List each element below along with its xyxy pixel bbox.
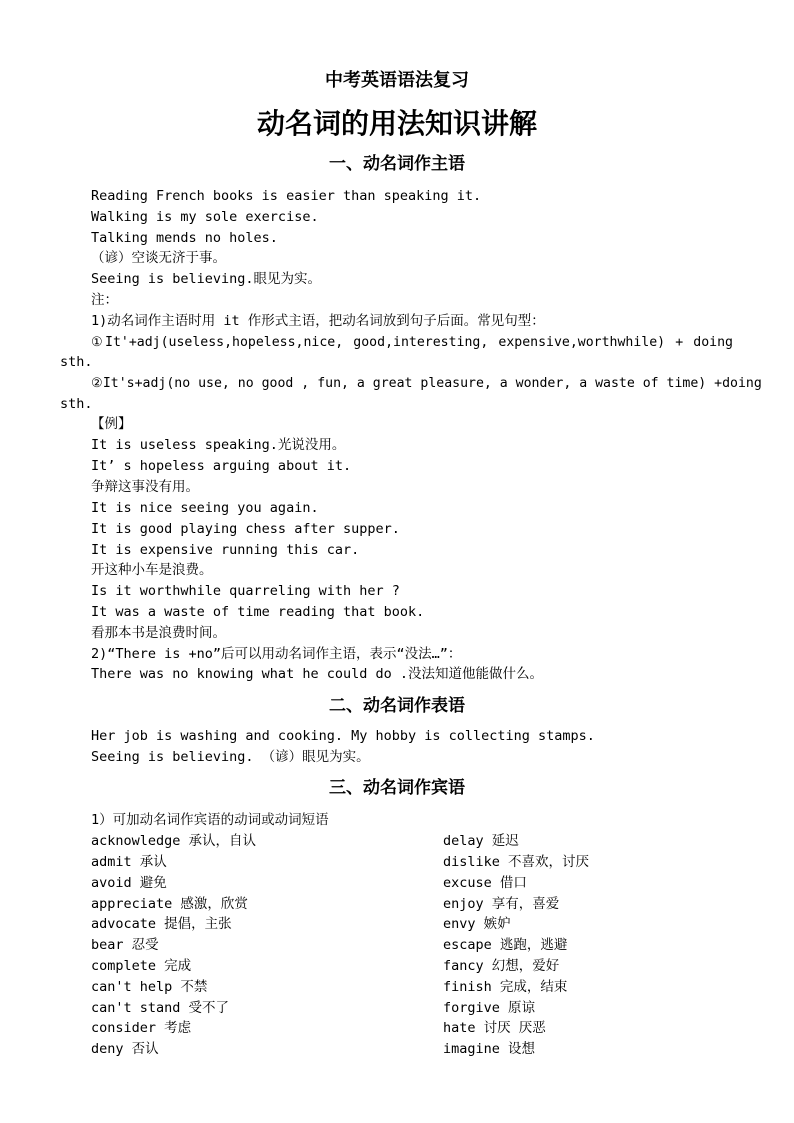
verb-list-item: fancy 幻想，爱好 [443,958,560,974]
section-intro: 1）可加动名词作宾语的动词或动词短语 [91,812,329,828]
example-line: Seeing is believing. （谚）眼见为实。 [91,749,370,765]
text-line: （谚）空谈无济于事。 [91,250,226,266]
document-main-title: 动名词的用法知识讲解 [256,107,537,140]
verb-list-item: forgive 原谅 [443,1000,536,1016]
verb-list-item: avoid 避免 [91,875,167,891]
verb-list-item: excuse 借口 [443,875,527,891]
example-line: It is good playing chess after supper. [91,521,400,537]
example-line: It is expensive running this car. [91,542,360,558]
text-line: Walking is my sole exercise. [91,209,319,225]
verb-list-item: delay 延迟 [443,833,519,849]
verb-list-item: acknowledge 承认，自认 [91,833,257,849]
section-heading-predicative: 二、动名词作表语 [329,696,465,716]
pattern-line: ①It'+adj(useless,hopeless,nice, good,interesting, expensive,worthwhile) + doing [91,335,733,350]
example-line: It was a waste of time reading that book. [91,604,425,620]
example-line: There was no knowing what he could do .没法知道他能做什么。 [91,666,543,682]
pattern-line: ②It's+adj(no use, no good , fun, a great pleasure, a wonder, a waste of time) +doing [91,376,762,391]
verb-list-item: finish 完成，结束 [443,979,568,995]
verb-list-item: enjoy 享有，喜爱 [443,896,560,912]
example-line: Her job is washing and cooking. My hobby is collecting stamps. [91,728,595,744]
example-line: 开这种小车是浪费。 [91,562,213,578]
section-heading-object: 三、动名词作宾语 [329,778,465,798]
verb-list-item: can't stand 受不了 [91,1000,230,1016]
pattern-line-continuation: sth. [60,396,93,412]
note-label: 注： [91,292,118,308]
example-line: Is it worthwhile quarreling with her ? [91,583,400,599]
text-line: Talking mends no holes. [91,230,278,246]
section-heading-subject: 一、动名词作主语 [329,154,465,174]
verb-list-item: can't help 不禁 [91,979,208,995]
verb-list-item: imagine 设想 [443,1041,536,1057]
example-line: It is useless speaking.光说没用。 [91,437,346,453]
verb-list-item: appreciate 感激，欣赏 [91,896,248,912]
verb-list-item: complete 完成 [91,958,192,974]
verb-list-item: advocate 提倡，主张 [91,916,232,932]
verb-list-item: envy 嫉妒 [443,916,511,932]
document-super-title: 中考英语语法复习 [325,70,469,91]
example-line: It is nice seeing you again. [91,500,319,516]
text-line: Reading French books is easier than speaking it. [91,188,482,204]
example-label: 【例】 [91,416,132,432]
text-line: Seeing is believing.眼见为实。 [91,271,322,287]
verb-list-item: deny 否认 [91,1041,159,1057]
text-line: 2)“There is +no”后可以用动名词作主语，表示“没法…”： [91,646,462,662]
verb-list-item: consider 考虑 [91,1020,192,1036]
verb-list-item: escape 逃跑，逃避 [443,937,568,953]
example-line: 看那本书是浪费时间。 [91,625,226,641]
verb-list-item: bear 忍受 [91,937,159,953]
verb-list-item: dislike 不喜欢，讨厌 [443,854,590,870]
text-line: 1)动名词作主语时用 it 作形式主语，把动名词放到句子后面。常见句型： [91,313,545,329]
pattern-line-continuation: sth. [60,354,93,370]
example-line: It’ s hopeless arguing about it. [91,458,352,474]
example-line: 争辩这事没有用。 [91,479,199,495]
verb-list-item: hate 讨厌 厌恶 [443,1020,546,1036]
verb-list-item: admit 承认 [91,854,167,870]
